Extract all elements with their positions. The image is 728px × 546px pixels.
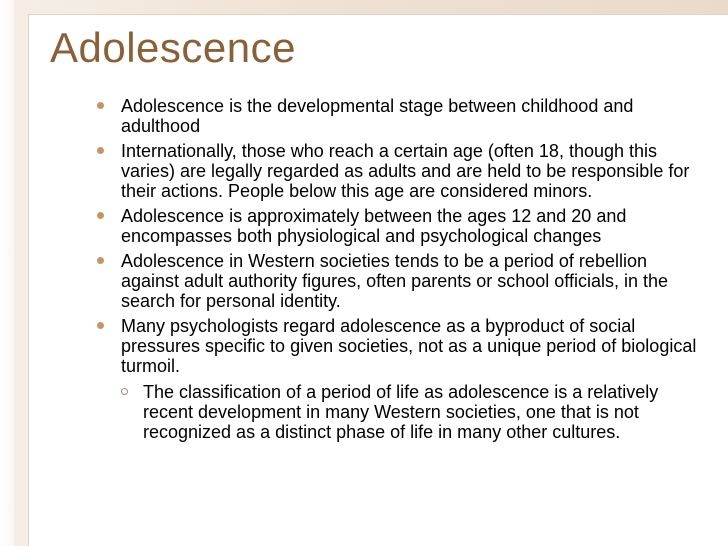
bullet-dot-icon xyxy=(97,147,104,154)
bullet-dot-icon xyxy=(97,257,104,264)
sub-bullet-item-1 xyxy=(121,382,697,442)
bullet-text: Internationally, those who reach a certain age (often 18, though this varies) are legally regarded as adults and are held to be responsible for their actions. People below this age are considered minors. xyxy=(121,141,690,201)
slide-title: Adolescence xyxy=(50,24,296,71)
sub-bullet-list xyxy=(121,382,697,442)
bullet-text: Adolescence is approximately between the ages 12 and 20 and encompasses both physiological and psychological changes xyxy=(121,206,627,246)
bullet-item-5 xyxy=(97,316,697,442)
bullet-dot-icon xyxy=(97,322,104,329)
bullet-list xyxy=(97,96,697,447)
sub-bullet-text: The classification of a period of life as adolescence is a relatively recent development in many Western societies, one that is not recognized as a distinct phase of life in many other cultures. xyxy=(143,382,659,442)
bullet-item-3 xyxy=(97,206,697,246)
bullet-item-1 xyxy=(97,96,697,136)
hollow-circle-icon xyxy=(121,388,128,395)
left-margin xyxy=(0,0,14,546)
bullet-text: Many psychologists regard adolescence as a byproduct of social pressures specific to given societies, not as a unique period of biological turmoil. xyxy=(121,316,697,376)
bullet-dot-icon xyxy=(97,212,104,219)
bullet-dot-icon xyxy=(97,102,104,109)
bullet-item-4 xyxy=(97,251,697,311)
bullet-text: Adolescence in Western societies tends to be a period of rebellion against adult authority figures, often parents or school officials, in the search for personal identity. xyxy=(121,251,668,311)
bullet-text: Adolescence is the developmental stage between childhood and adulthood xyxy=(121,96,634,136)
bullet-item-2 xyxy=(97,141,697,201)
